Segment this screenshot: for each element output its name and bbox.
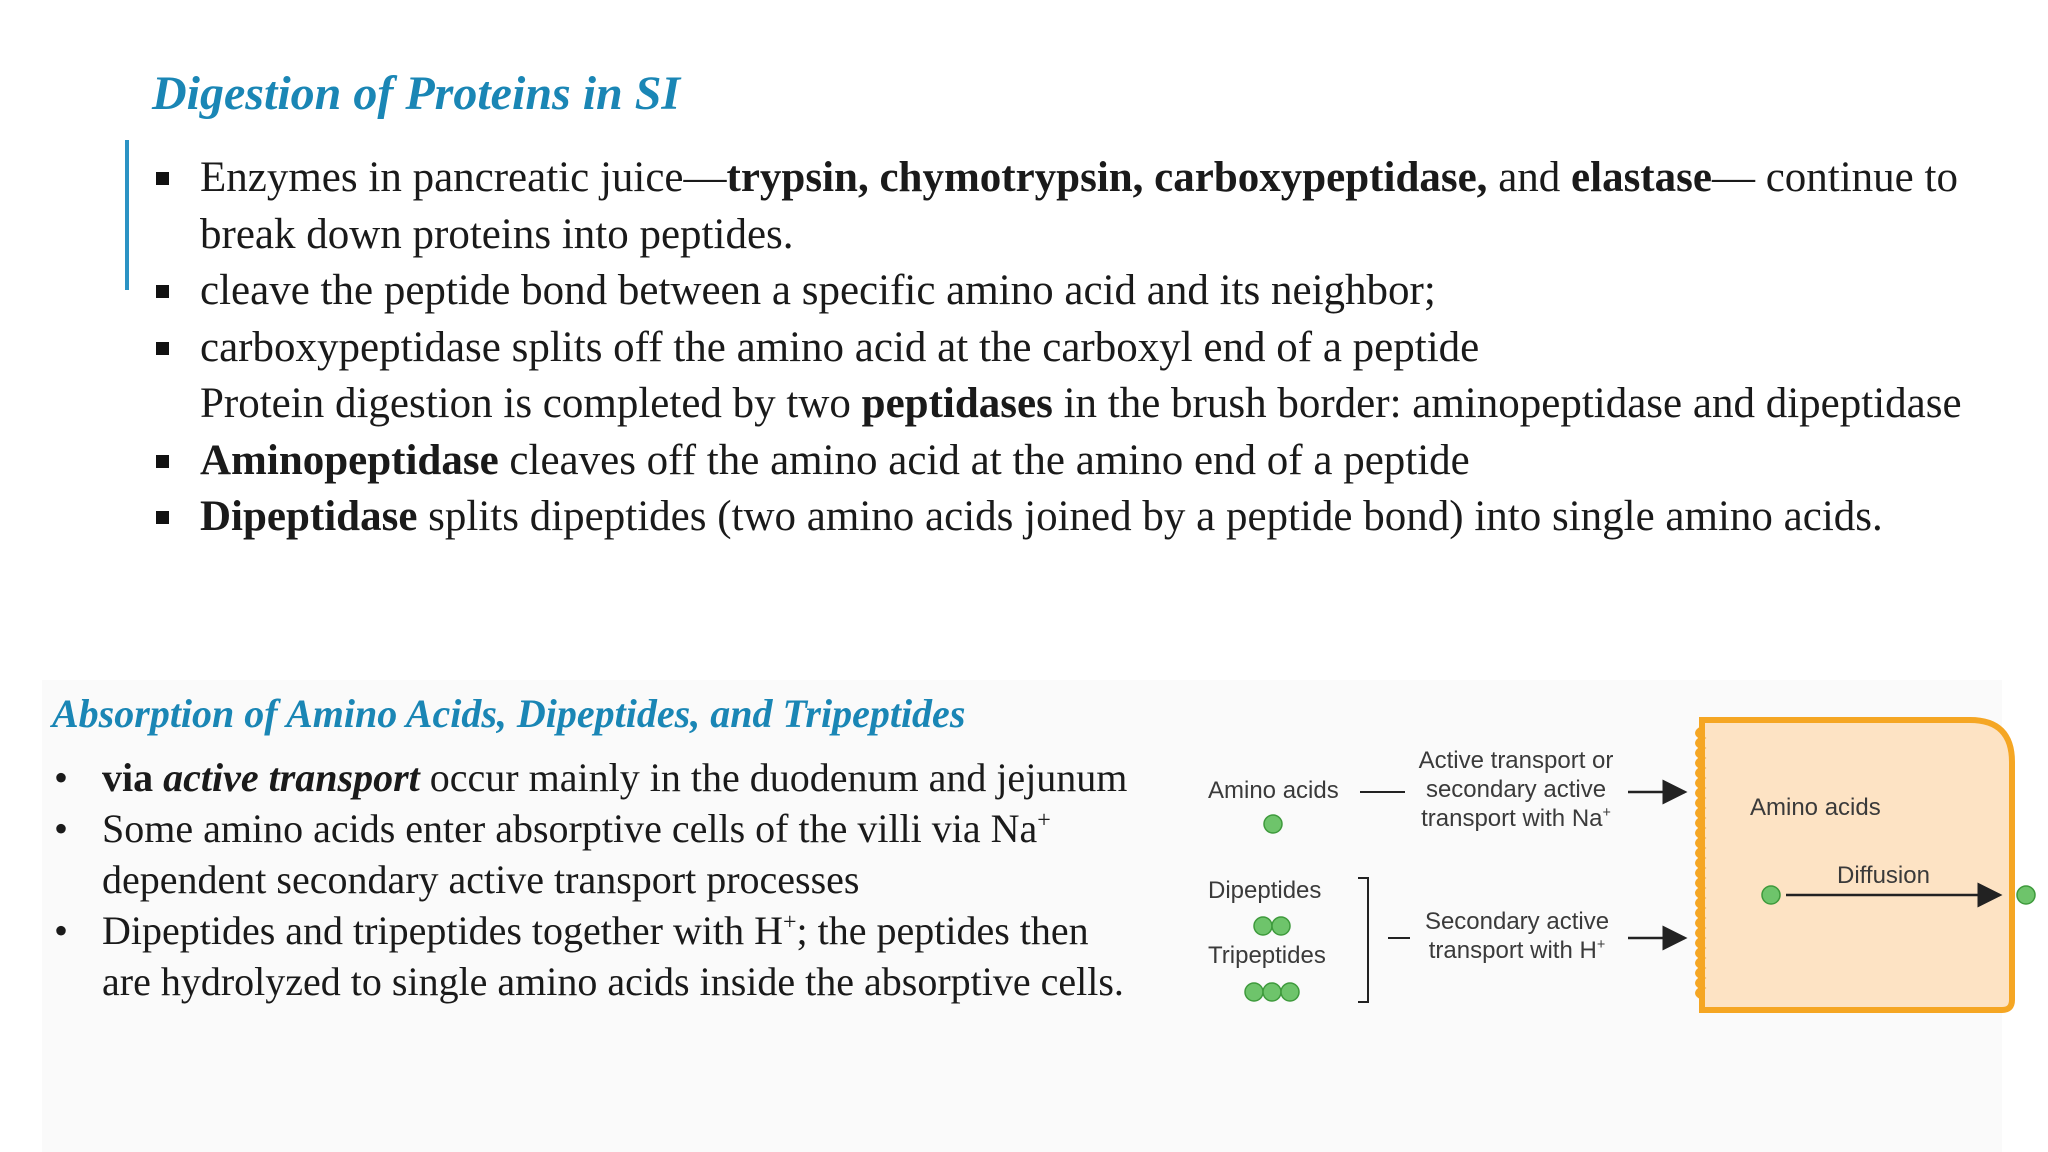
paragraph-peptidases: Protein digestion is completed by two peptidases in the brush border: aminopeptidase and dipeptidase	[200, 380, 1962, 427]
cell-amino-acid-dot	[1762, 886, 1780, 904]
digestion-bullets	[152, 150, 2012, 546]
absorption-bullet-na: • Some amino acids enter absorptive cells of the villi via Na+ dependent secondary active transport processes	[52, 803, 1132, 905]
tripeptide-dot	[1245, 983, 1263, 1001]
absorption-bullet-active-transport: • via active transport occur mainly in the duodenum and jejunum	[52, 752, 1132, 803]
tripeptide-dot	[1263, 983, 1281, 1001]
bullet-dipeptidase: Dipeptidase splits dipeptides (two amino acids joined by a peptide bond) into single amino acids.	[152, 489, 2012, 546]
label-amino-acids: Amino acids	[1208, 777, 1339, 804]
peptides-bracket	[1358, 878, 1368, 1002]
amino-acid-dot	[1264, 815, 1282, 833]
label-dipeptides: Dipeptides	[1208, 877, 1322, 904]
bullet-enzymes: Enzymes in pancreatic juice—trypsin, chymotrypsin, carboxypeptidase, and elastase— continue to break down proteins into peptides.	[152, 150, 2012, 263]
dipeptide-dot	[1272, 917, 1290, 935]
absorption-diagram	[1200, 710, 2048, 1040]
label-diffusion: Diffusion	[1837, 862, 1930, 889]
absorption-bullet-peptides: • Dipeptides and tripeptides together with H+; the peptides then are hydrolyzed to single amino acids inside the absorptive cells.	[52, 905, 1132, 1007]
absorption-bullets	[52, 752, 1132, 1007]
bullet-aminopeptidase: Aminopeptidase cleaves off the amino acid at the amino end of a peptide	[152, 433, 2012, 490]
blood-amino-acid-dot	[2017, 886, 2035, 904]
absorption-title: Absorption of Amino Acids, Dipeptides, and Tripeptides	[52, 691, 966, 736]
accent-bar	[125, 140, 129, 290]
slide-title: Digestion of Proteins in SI	[152, 67, 681, 120]
bullet-dot: •	[54, 755, 69, 800]
bullet-cleave: cleave the peptide bond between a specific amino acid and its neighbor;	[152, 263, 2012, 320]
label-tripeptides: Tripeptides	[1208, 942, 1326, 969]
dipeptide-dot	[1254, 917, 1272, 935]
label-cell-amino-acids: Amino acids	[1750, 794, 1881, 821]
tripeptide-dot	[1281, 983, 1299, 1001]
bullet-carboxypeptidase: carboxypeptidase splits off the amino acid at the carboxyl end of a peptide	[152, 320, 2012, 377]
bullet-dot: •	[54, 908, 69, 953]
label-secondary-transport: Secondary active transport with H+	[1424, 908, 1610, 964]
bullet-dot: •	[54, 806, 69, 851]
label-active-transport: Active transport or secondary active transport with Na+	[1418, 747, 1614, 832]
